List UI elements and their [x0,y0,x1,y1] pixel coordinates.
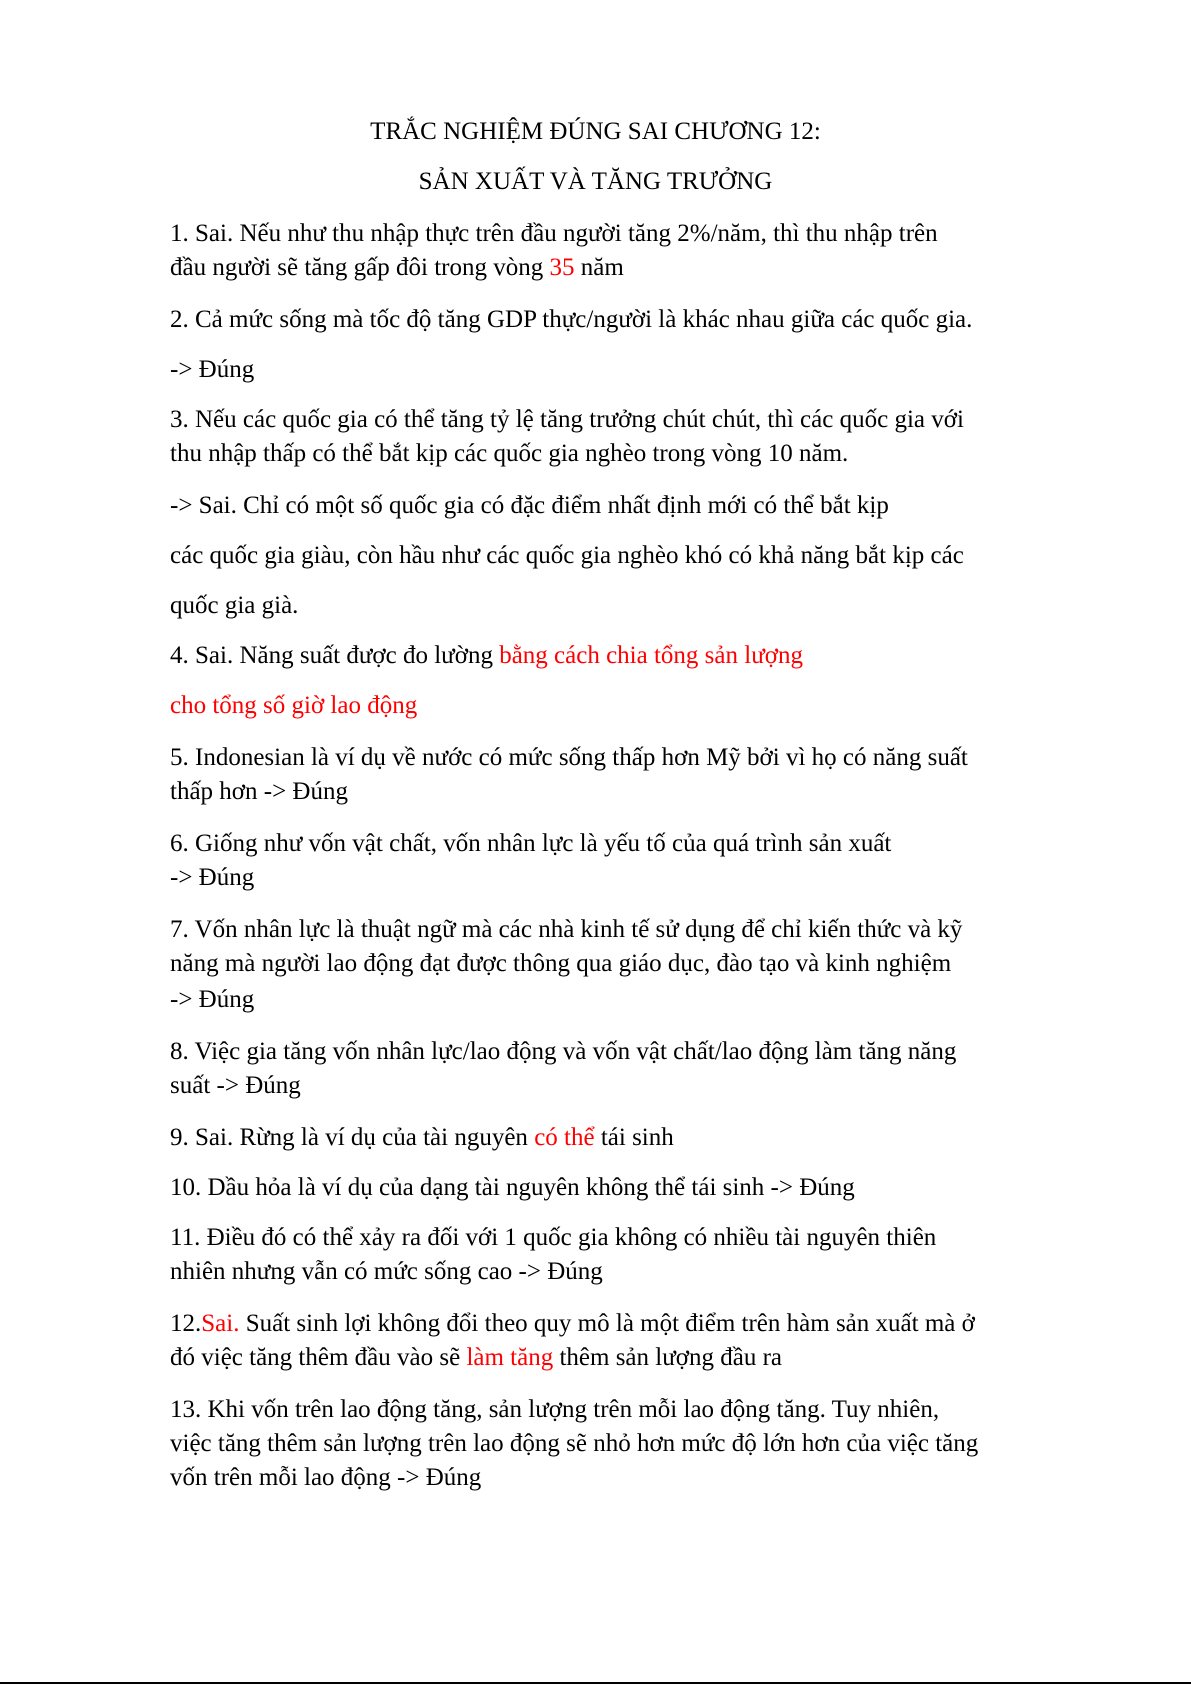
question-9-text-end: tái sinh [594,1124,674,1151]
question-4-highlight: bằng cách chia tổng sản lượng [499,642,803,669]
question-6-line-1: 6. Giống như vốn vật chất, vốn nhân lực là yếu tố của quá trình sản xuất [170,830,892,857]
question-3-line-1: 3. Nếu các quốc gia có thể tăng tỷ lệ tăng trưởng chút chút, thì các quốc gia với [170,406,964,433]
question-1-text-end: năm [574,254,624,281]
question-11-line-2: nhiên nhưng vẫn có mức sống cao -> Đúng [170,1258,603,1285]
question-1-line-2 [170,252,624,284]
question-11-line-1: 11. Điều đó có thể xảy ra đối với 1 quốc gia không có nhiều tài nguyên thiên [170,1224,937,1251]
question-4-line-2: cho tổng số giờ lao động [170,692,418,719]
question-12-number: 12. [170,1310,202,1337]
question-1-line-1: 1. Sai. Nếu như thu nhập thực trên đầu người tăng 2%/năm, thì thu nhập trên [170,220,938,247]
question-9-text: 9. Sai. Rừng là ví dụ của tài nguyên [170,1124,535,1151]
question-4-line-1 [170,640,803,672]
question-8-line-2: suất -> Đúng [170,1072,301,1099]
question-7-line-2: năng mà người lao động đạt được thông qua giáo dục, đào tạo và kinh nghiệm [170,950,952,977]
question-4-text: 4. Sai. Năng suất được đo lường [170,642,500,669]
title-line-2: SẢN XUẤT VÀ TĂNG TRƯỞNG [418,168,773,195]
question-3-line-3: -> Sai. Chỉ có một số quốc gia có đặc điểm nhất định mới có thể bắt kịp [170,492,889,519]
question-1-text: đầu người sẽ tăng gấp đôi trong vòng [170,254,550,281]
question-5-line-2: thấp hơn -> Đúng [170,778,348,805]
question-12-highlight: làm tăng [466,1344,554,1371]
question-2-answer: -> Đúng [170,356,255,383]
question-9-line [170,1122,674,1154]
question-13-line-2: việc tăng thêm sản lượng trên lao động sẽ nhỏ hơn mức độ lớn hơn của việc tăng [170,1430,979,1457]
question-3-line-5: quốc gia già. [170,592,299,619]
question-13-line-1: 13. Khi vốn trên lao động tăng, sản lượng trên mỗi lao động tăng. Tuy nhiên, [170,1396,940,1423]
question-10-line: 10. Dầu hỏa là ví dụ của dạng tài nguyên không thể tái sinh -> Đúng [170,1174,855,1201]
question-2-line-1: 2. Cả mức sống mà tốc độ tăng GDP thực/người là khác nhau giữa các quốc gia. [170,306,973,333]
question-3-line-4: các quốc gia giàu, còn hầu như các quốc gia nghèo khó có khả năng bắt kịp các [170,542,964,569]
question-6-line-2: -> Đúng [170,864,255,891]
question-12-text-2: đó việc tăng thêm đầu vào sẽ [170,1344,467,1371]
question-3-line-2: thu nhập thấp có thể bắt kịp các quốc gia nghèo trong vòng 10 năm. [170,440,849,467]
question-12-verdict: Sai. [201,1310,240,1337]
question-7-line-3: -> Đúng [170,986,255,1013]
question-9-highlight: có thể [534,1124,595,1151]
question-12-text-end: thêm sản lượng đầu ra [553,1344,783,1371]
page-bottom-rule [0,1682,1191,1684]
question-12-text: Suất sinh lợi không đổi theo quy mô là một điểm trên hàm sản xuất mà ở [239,1310,975,1337]
question-12-line-2 [170,1342,782,1374]
question-8-line-1: 8. Việc gia tăng vốn nhân lực/lao động và vốn vật chất/lao động làm tăng năng [170,1038,957,1065]
question-5-line-1: 5. Indonesian là ví dụ về nước có mức sống thấp hơn Mỹ bởi vì họ có năng suất [170,744,968,771]
question-7-line-1: 7. Vốn nhân lực là thuật ngữ mà các nhà kinh tế sử dụng để chỉ kiến thức và kỹ [170,916,963,943]
question-12-line-1 [170,1308,975,1340]
title-line-1: TRẮC NGHIỆM ĐÚNG SAI CHƯƠNG 12: [370,118,821,145]
question-13-line-3: vốn trên mỗi lao động -> Đúng [170,1464,482,1491]
question-1-highlight: 35 [549,254,575,281]
